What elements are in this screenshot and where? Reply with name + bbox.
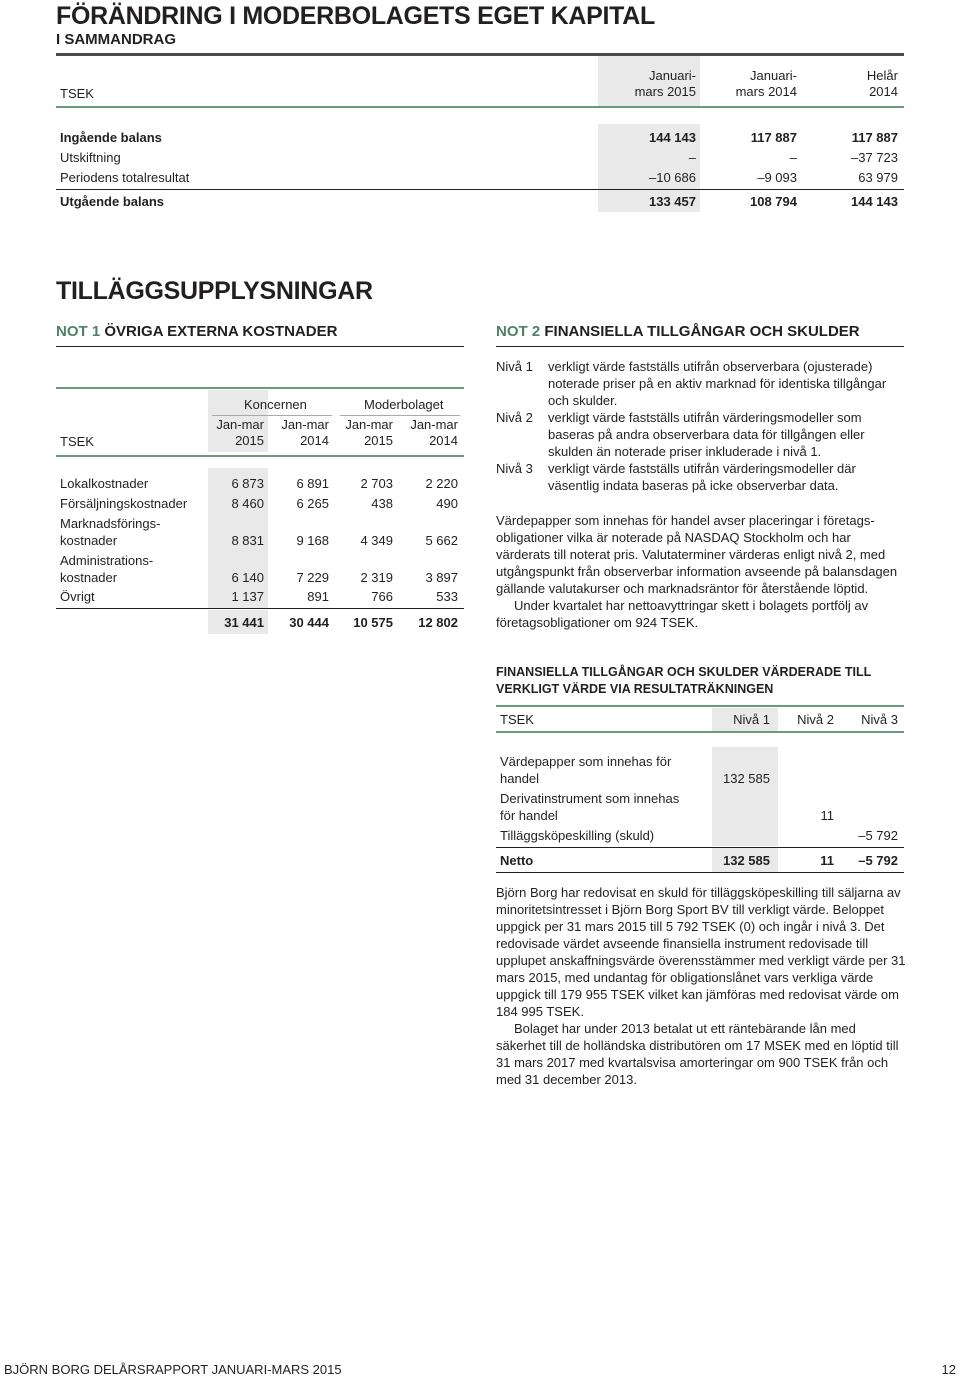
not1-total-cell: 12 802 [418, 615, 458, 630]
page-title: FÖRÄNDRING I MODERBOLAGETS EGET KAPITAL [56, 2, 655, 30]
not1-cell: 2 703 [360, 476, 393, 491]
not2-title: FINANSIELLA TILLGÅNGAR OCH SKULDER [544, 323, 860, 340]
fv-total-label: Netto [500, 853, 534, 868]
fv-col-header: Nivå 1 [733, 712, 770, 727]
not1-total-cell: 10 575 [353, 615, 393, 630]
fv-cell: 11 [820, 808, 834, 823]
not1-top-rule [56, 387, 464, 389]
equity-cell: –9 093 [757, 170, 797, 185]
not1-cell: 533 [436, 589, 458, 604]
fv-total-cell: 132 585 [723, 853, 770, 868]
not1-cell: 6 140 [231, 570, 264, 585]
fv-col-header: Nivå 3 [861, 712, 898, 727]
not1-cell: 5 662 [425, 533, 458, 548]
paragraph: Björn Borg har redovisat en skuld för tilläggsköpeskilling till säljarna av minoritetsintresset i Björn Borg Sport BV till verkligt värde. Beloppet uppgick per 31 mars 2015 till 5 792 TSEK (0) och ingår i nivå 3. Det redovisade värdet avseende finansiella instrument redovisade till upplupet anskaffningsvärde överensstämmer med verkligt värde per 31 mars 2015, med undantag för obligationslånet vars verkliga värde uppgick till 179 955 TSEK vilket kan jämföras med redovisat värde om 184 995 TSEK. [496, 885, 906, 1019]
equity-col-header: Januari- mars 2015 [634, 68, 696, 99]
fv-row-label: Tilläggsköpeskilling (skuld) [500, 828, 655, 843]
not1-total-cell: 30 444 [289, 615, 329, 630]
not1-header-rule [56, 455, 464, 457]
not1-cell: 2 319 [360, 570, 393, 585]
not1-heading [56, 323, 337, 340]
not2-body-text [496, 512, 906, 631]
fv-col-header: Nivå 2 [797, 712, 834, 727]
fv-total-cell: –5 792 [858, 853, 898, 868]
not1-cell: 1 137 [231, 589, 264, 604]
equity-cell: 133 457 [649, 194, 696, 209]
not1-cell: 4 349 [360, 533, 393, 548]
not1-col-header: Jan-mar 2015 [216, 417, 264, 448]
equity-cell: –10 686 [649, 170, 696, 185]
equity-col-header: Helår 2014 [866, 68, 898, 99]
equity-currency-label: TSEK [60, 86, 94, 101]
fv-row-label: Värdepapper som innehas för handel [500, 754, 672, 786]
equity-cell: 108 794 [750, 194, 797, 209]
not1-cell: 6 873 [231, 476, 264, 491]
not1-cell: 7 229 [296, 570, 329, 585]
equity-cell: –37 723 [851, 150, 898, 165]
not2-heading-rule [496, 346, 904, 347]
not1-cell: 8 460 [231, 496, 264, 511]
not1-heading-rule [56, 346, 464, 347]
fv-bottom-rule [496, 872, 904, 873]
not1-cell: 9 168 [296, 533, 329, 548]
not1-cell: 6 265 [296, 496, 329, 511]
not1-currency-label: TSEK [60, 434, 94, 449]
not1-row-label: Marknadsförings- kostnader [60, 516, 161, 548]
level-label: Nivå 2 [496, 410, 533, 425]
equity-row-label: Periodens totalresultat [60, 170, 190, 185]
fv-header-rule [496, 731, 904, 733]
equity-header-rule [56, 106, 904, 108]
paragraph: Under kvartalet har nettoavyttringar skett i bolagets portfölj av företagsobligationer om 924 TSEK. [496, 598, 869, 630]
paragraph: Värdepapper som innehas för handel avser placeringar i företags-obligationer vilka är noterade på NASDAQ Stockholm och har värderats till noterat pris. Valutaterminer värderas enligt nivå 2, med utgångspunkt från observerbar information avseende på balansdagen gällande valutakurser och marknadsräntor för återstående löptid. [496, 513, 898, 596]
fv-sum-rule [496, 847, 904, 848]
fv-total-cell: 11 [820, 853, 834, 868]
not1-cell: 438 [371, 496, 393, 511]
equity-col-header: Januari- mars 2014 [735, 68, 797, 99]
not1-cell: 8 831 [231, 533, 264, 548]
footer-page-number: 12 [941, 1362, 956, 1377]
not1-group-rule [212, 415, 332, 416]
not1-cell: 2 220 [425, 476, 458, 491]
equity-top-rule [56, 53, 904, 56]
equity-row-label: Utskiftning [60, 150, 121, 165]
not1-sum-rule [56, 608, 464, 609]
not2-number: NOT 2 [496, 323, 541, 340]
fv-current-column-shade [712, 747, 778, 846]
not1-col-header: Jan-mar 2015 [345, 417, 393, 448]
equity-row-label: Ingående balans [60, 130, 162, 145]
equity-cell: – [688, 150, 696, 165]
level-label: Nivå 3 [496, 461, 533, 476]
not2-heading [496, 323, 860, 340]
fv-currency-label: TSEK [500, 712, 534, 727]
not1-cell: 6 891 [296, 476, 329, 491]
not1-group-rule [340, 415, 460, 416]
fv-row-label: Derivatinstrument som innehas för handel [500, 791, 680, 823]
fv-top-rule [496, 705, 904, 707]
not1-row-label: Försäljningskostnader [60, 496, 188, 511]
fair-value-table-title: FINANSIELLA TILLGÅNGAR OCH SKULDER VÄRDERADE TILL VERKLIGT VÄRDE VIA RESULTATRÄKNINGEN [496, 665, 872, 696]
not1-group-header: Koncernen [244, 397, 307, 412]
not1-cell: 766 [371, 589, 393, 604]
footer-report-name: BJÖRN BORG DELÅRSRAPPORT JANUARI-MARS 2015 [4, 1362, 342, 1377]
fv-cell: –5 792 [858, 828, 898, 843]
page-subtitle: I SAMMANDRAG [56, 31, 176, 48]
level-text: verkligt värde fastställs utifrån värderingsmodeller som baseras på andra observerbara data för tillgången eller skulden än noterade priser inkluderade i nivå 1. [548, 410, 865, 459]
equity-sum-rule [56, 189, 904, 190]
not1-col-header: Jan-mar 2014 [281, 417, 329, 448]
paragraph: Bolaget har under 2013 betalat ut ett räntebärande lån med säkerhet till de holländska distributören om 17 MSEK med en löptid till 31 mars 2017 med kvartalsvisa amorteringar om 900 TSEK från och med 31 december 2013. [496, 1021, 899, 1087]
not1-col-header: Jan-mar 2014 [410, 417, 458, 448]
not1-row-label: Administrations- kostnader [60, 553, 154, 585]
equity-cell: 117 887 [750, 130, 797, 145]
equity-cell: 144 143 [649, 130, 696, 145]
equity-cell: 63 979 [858, 170, 898, 185]
equity-cell: 144 143 [851, 194, 898, 209]
not1-cell: 891 [307, 589, 329, 604]
not1-total-cell: 31 441 [224, 615, 264, 630]
level-text: verkligt värde fastställs utifrån observerbara (ojusterade) noterade priser på en aktiv marknad för identiska tillgångar och skulder. [548, 359, 887, 408]
equity-cell: 117 887 [851, 130, 898, 145]
level-text: verkligt värde fastställs utifrån värderingsmodeller där väsentlig indata baseras på icke observerbar data. [548, 461, 856, 493]
not2-closing-text [496, 884, 908, 1088]
not1-cell: 3 897 [425, 570, 458, 585]
not1-title: ÖVRIGA EXTERNA KOSTNADER [104, 323, 338, 340]
not1-row-label: Övrigt [60, 589, 95, 604]
not1-number: NOT 1 [56, 323, 101, 340]
not1-group-header: Moderbolaget [364, 397, 444, 412]
not1-cell: 490 [436, 496, 458, 511]
equity-row-label: Utgående balans [60, 194, 165, 209]
level-label: Nivå 1 [496, 359, 533, 374]
not1-row-label: Lokalkostnader [60, 476, 149, 491]
section-title: TILLÄGGSUPPLYSNINGAR [56, 277, 373, 305]
fv-cell: 132 585 [723, 771, 770, 786]
equity-cell: – [789, 150, 797, 165]
